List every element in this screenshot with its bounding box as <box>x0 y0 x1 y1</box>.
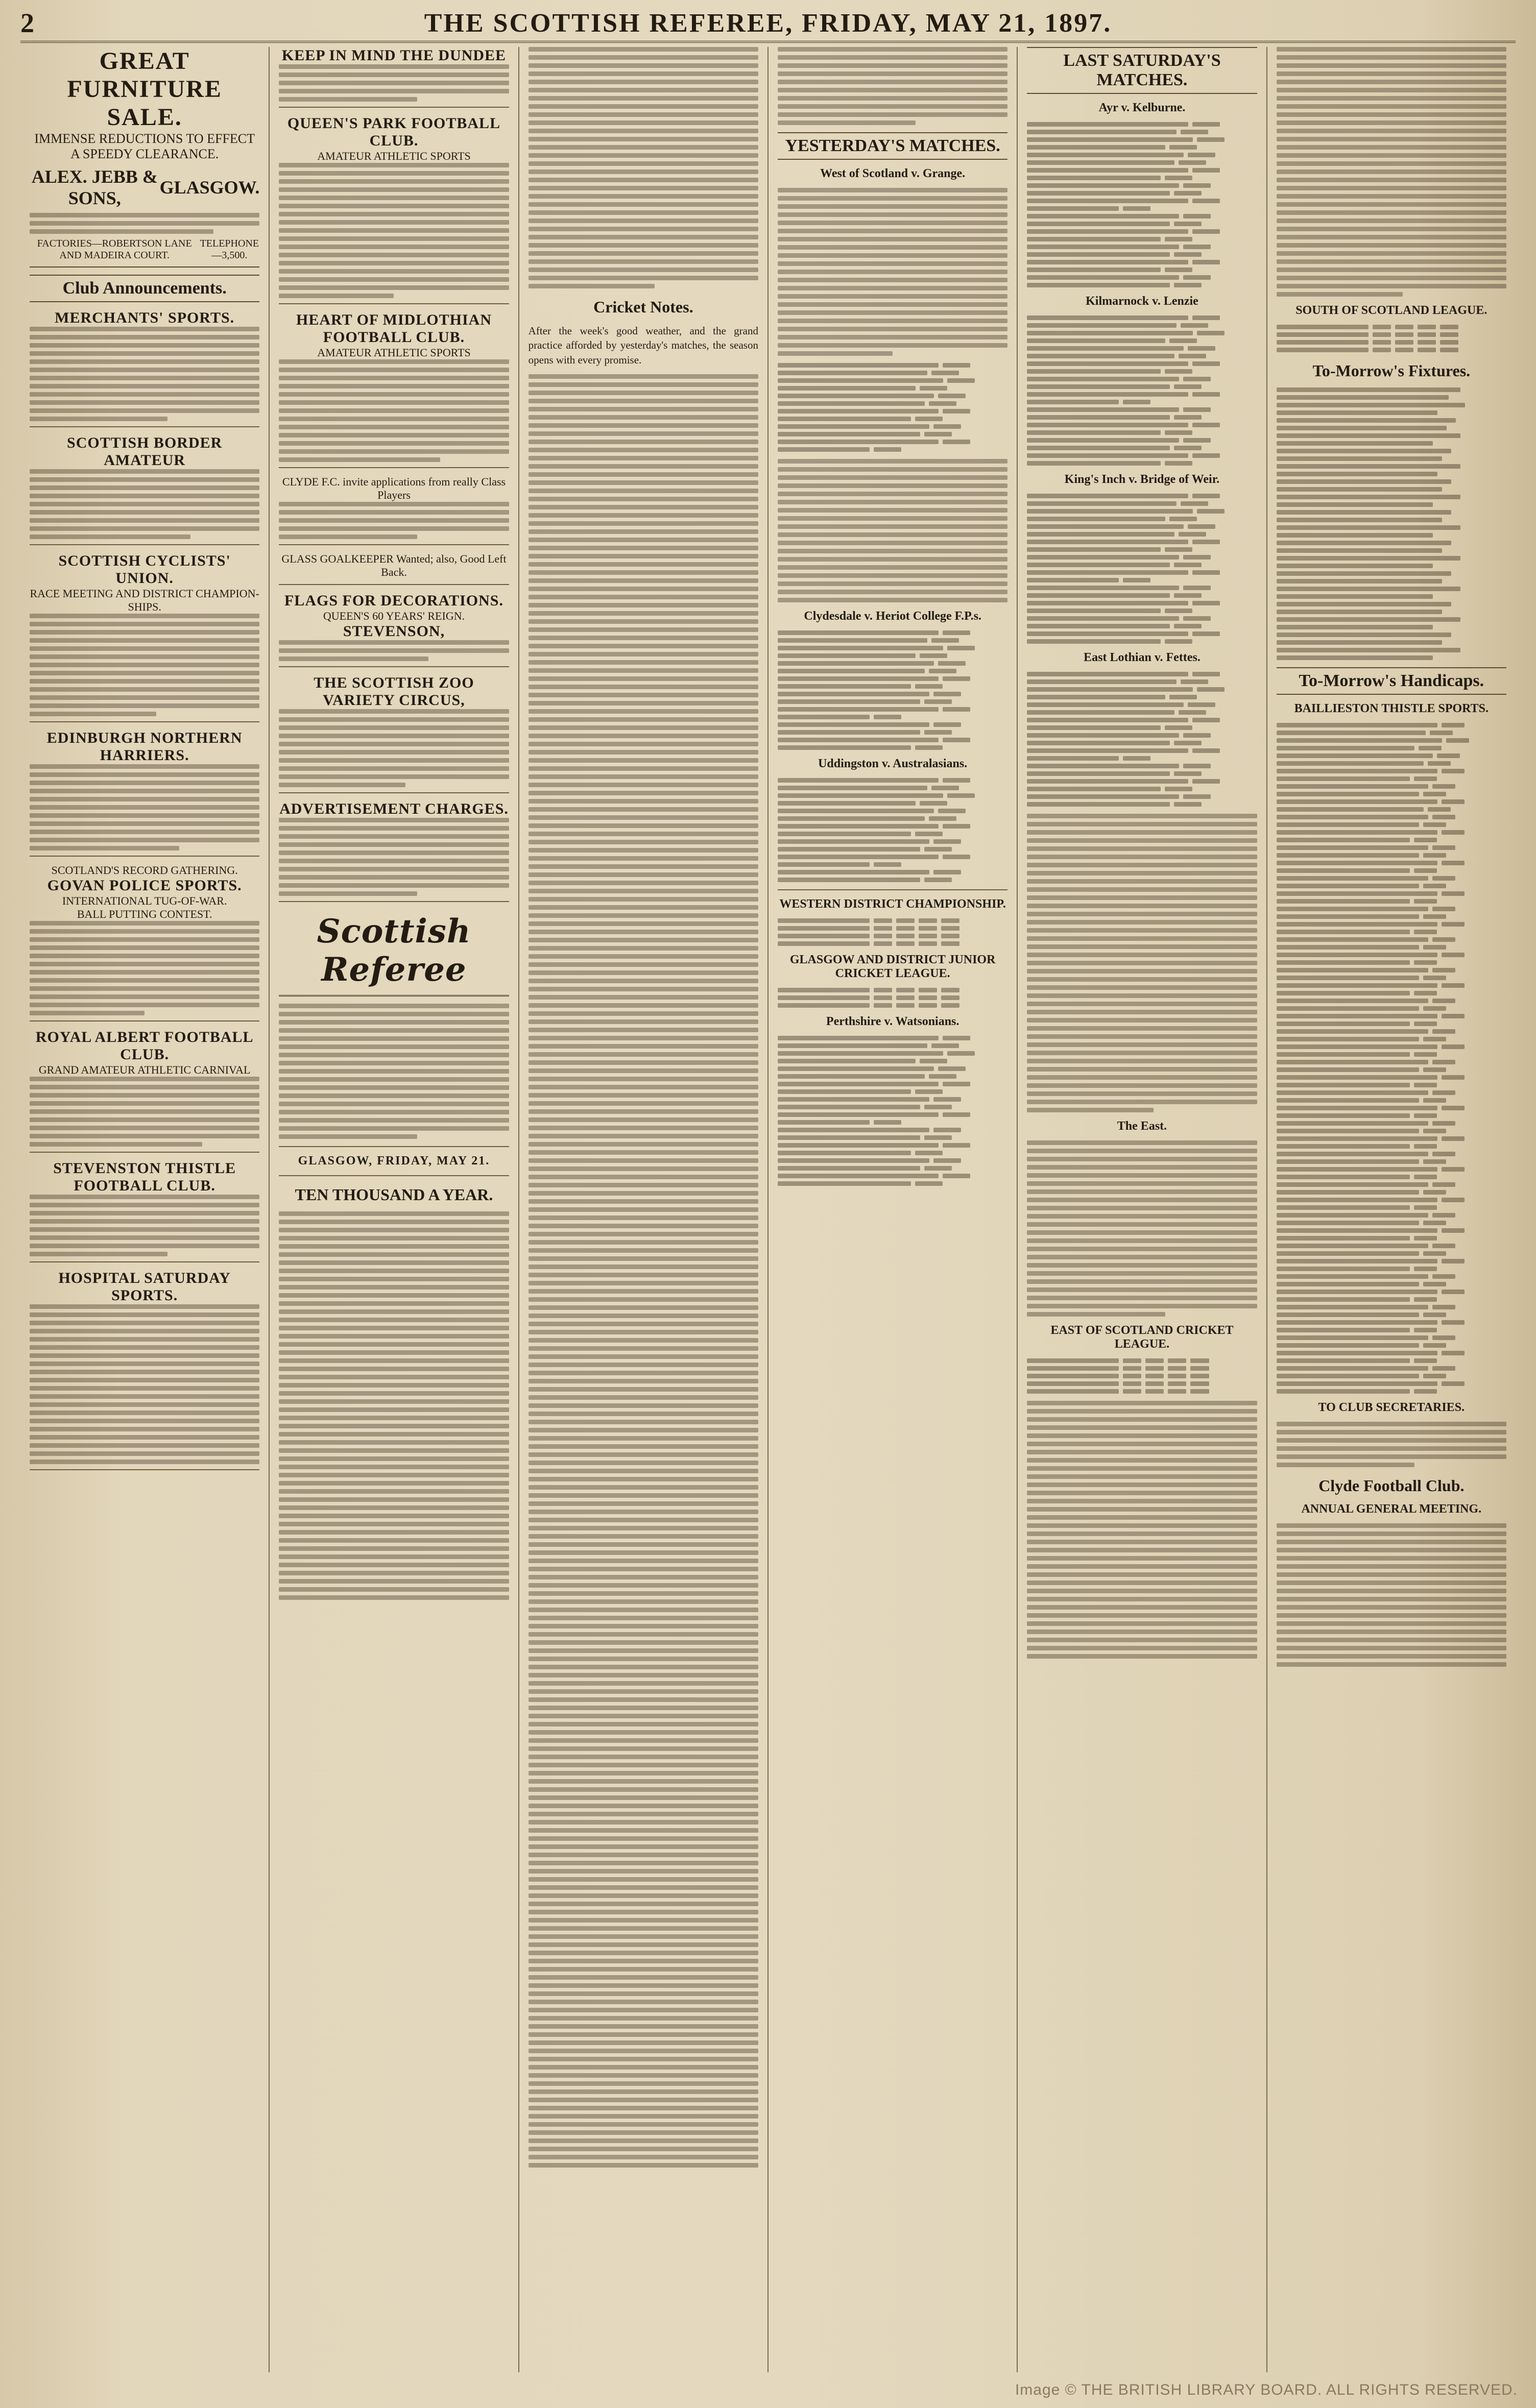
handicaps-sub: BAILLIESTON THISTLE SPORTS. <box>1294 702 1489 715</box>
club-announcements-head: Club Announcements. <box>30 275 259 302</box>
handicaps-head: To-Morrow's Handicaps. <box>1277 667 1506 695</box>
table-title: EAST OF SCOTLAND CRICKET LEAGUE. <box>1050 1324 1234 1351</box>
table-title: SOUTH OF SCOTLAND LEAGUE. <box>1295 304 1487 317</box>
ad-block: MERCHANTS' SPORTS. <box>30 309 259 427</box>
league-table <box>1277 325 1506 352</box>
ad-block: CLYDE F.C. invite applications from really Class Players <box>279 475 509 545</box>
firm-city: GLASGOW. <box>159 177 260 198</box>
column-1 <box>20 47 270 2372</box>
match-head: East Lothian v. Fettes. <box>1084 651 1201 664</box>
league-table <box>1027 1358 1257 1394</box>
ad-block: QUEEN'S PARK FOOTBALL CLUB. AMATEUR ATHLETIC SPORTS <box>279 115 509 304</box>
ad-block: SCOTTISH CYCLISTS' UNION. RACE MEETING AND DISTRICT CHAMPION-SHIPS. <box>30 552 259 722</box>
ad-block: HEART OF MIDLOTHIAN FOOTBALL CLUB. AMATEUR ATHLETIC SPORTS <box>279 311 509 468</box>
fixtures-list <box>1277 387 1506 660</box>
telephone-line: TELEPHONE—3,500. <box>200 238 259 261</box>
fixtures-head: To-Morrow's Fixtures. <box>1312 361 1471 380</box>
ad-block: ADVERTISEMENT CHARGES. <box>279 800 509 902</box>
furniture-sale-sub: IMMENSE REDUCTIONS TO EFFECT A SPEEDY CLEARANCE. <box>34 131 255 161</box>
scorecard <box>778 1036 1007 1186</box>
match-head: Ayr v. Kelburne. <box>1098 101 1186 114</box>
ad-block: THE SCOTTISH ZOO VARIETY CIRCUS, <box>279 674 509 793</box>
ad-block: GLASS GOALKEEPER Wanted; also, Good Left Back. <box>279 552 509 585</box>
last-saturdays-matches-head: LAST SATURDAY'S MATCHES. <box>1027 47 1257 94</box>
match-head: Uddingston v. Australasians. <box>818 757 968 770</box>
furniture-sale-ad <box>30 47 259 267</box>
match-head: Clydesdale v. Heriot College F.P.s. <box>804 610 981 623</box>
cricket-notes-text: After the week's good weather, and the grand practice afforded by yesterday's matches, the season opens with every promise. <box>528 325 758 366</box>
match-head: Perthshire v. Watsonians. <box>826 1015 959 1028</box>
column-4 <box>769 47 1018 2372</box>
factories-line: FACTORIES—ROBERTSON LANE AND MADEIRA COURT. <box>37 238 192 261</box>
ad-block: STEVENSTON THISTLE FOOTBALL CLUB. <box>30 1160 259 1262</box>
table-subtitle: GLASGOW AND DISTRICT JUNIOR CRICKET LEAGUE. <box>789 953 996 980</box>
column-5 <box>1018 47 1267 2372</box>
image-credit: Image © THE BRITISH LIBRARY BOARD. ALL RIGHTS RESERVED. <box>1015 2381 1518 2398</box>
dateline: GLASGOW, FRIDAY, MAY 21. <box>298 1154 490 1167</box>
league-table <box>778 988 1007 1008</box>
ad-block: SCOTTISH BORDER AMATEUR <box>30 434 259 545</box>
furniture-sale-title: GREAT FURNITURE SALE. <box>67 47 222 131</box>
leader-head: TEN THOUSAND A YEAR. <box>295 1185 493 1204</box>
ad-block: EDINBURGH NORTHERN HARRIERS. <box>30 729 259 857</box>
scottish-referee-logo: Scottish Referee <box>279 909 509 996</box>
column-3 <box>519 47 769 2372</box>
page-number: 2 <box>20 8 34 38</box>
column-6 <box>1267 47 1516 2372</box>
scorecard <box>1027 122 1257 287</box>
yesterdays-matches-head: YESTERDAY'S MATCHES. <box>778 132 1007 160</box>
club-secretaries-head: TO CLUB SECRETARIES. <box>1318 1401 1465 1414</box>
cricket-notes-head: Cricket Notes. <box>593 298 693 316</box>
handicaps-list <box>1277 723 1506 1394</box>
ad-block: HOSPITAL SATURDAY SPORTS. <box>30 1270 259 1470</box>
scorecard <box>778 778 1007 882</box>
match-head: Kilmarnock v. Lenzie <box>1086 295 1198 308</box>
columns <box>20 47 1516 2372</box>
ad-block: SCOTLAND'S RECORD GATHERING. GOVAN POLICE SPORTS. INTERNATIONAL TUG-OF-WAR. BALL PUTTING CONTEST. <box>30 864 259 1021</box>
scorecard <box>778 630 1007 750</box>
masthead <box>20 5 1516 43</box>
match-head: King's Inch v. Bridge of Weir. <box>1064 473 1220 486</box>
table-title: WESTERN DISTRICT CHAMPIONSHIP. <box>779 897 1006 911</box>
the-east-head: The East. <box>1117 1120 1167 1133</box>
scorecard <box>1027 672 1257 807</box>
scorecard <box>778 363 1007 452</box>
scorecard <box>1027 315 1257 466</box>
newspaper-title: THE SCOTTISH REFEREE, FRIDAY, MAY 21, 1897. <box>424 8 1112 38</box>
league-table <box>778 918 1007 946</box>
annual-meeting-head: ANNUAL GENERAL MEETING. <box>1301 1502 1482 1516</box>
ad-block: FLAGS FOR DECORATIONS. QUEEN'S 60 YEARS' REIGN. STEVENSON, <box>279 592 509 667</box>
ad-block: ROYAL ALBERT FOOTBALL CLUB. GRAND AMATEUR ATHLETIC CARNIVAL <box>30 1029 259 1153</box>
clyde-football-club-head: Clyde Football Club. <box>1318 1476 1465 1495</box>
column-2 <box>270 47 519 2372</box>
ad-block: KEEP IN MIND THE DUNDEE <box>279 47 509 108</box>
scorecard <box>1027 494 1257 644</box>
match-head: West of Scotland v. Grange. <box>820 167 966 180</box>
firm-name: ALEX. JEBB & SONS, <box>31 166 158 208</box>
